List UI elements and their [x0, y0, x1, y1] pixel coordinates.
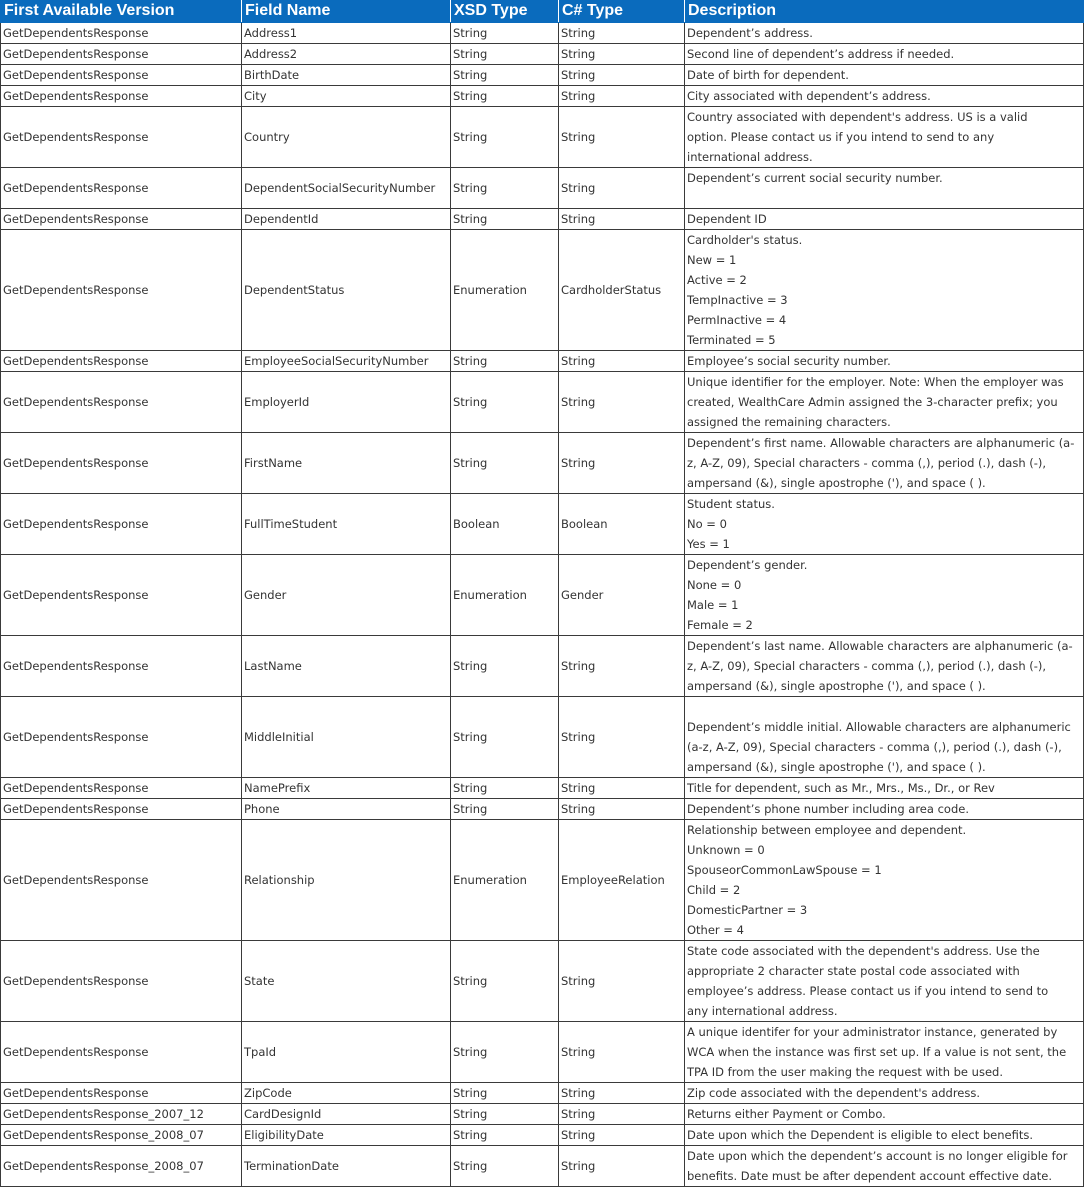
table-row	[1, 494, 1084, 555]
cell-field-name: CardDesignId	[242, 1104, 451, 1125]
cell-csharp-type: String	[559, 23, 685, 44]
description-line: Second line of dependent’s address if needed.	[687, 47, 955, 61]
table-row	[1, 1146, 1084, 1187]
cell-description	[685, 778, 1084, 799]
table-row	[1, 1083, 1084, 1104]
description-line: Active = 2	[687, 273, 747, 287]
description-line: appropriate 2 character state postal code associated with	[687, 964, 1020, 978]
cell-first-available-version: GetDependentsResponse	[1, 941, 242, 1022]
cell-field-name: Phone	[242, 799, 451, 820]
column-header-csharp-type: C# Type	[559, 0, 685, 23]
cell-csharp-type: String	[559, 1104, 685, 1125]
description-line: WCA when the instance was first set up. If a value is not sent, the	[687, 1045, 1067, 1059]
cell-description	[685, 86, 1084, 107]
cell-description	[685, 1125, 1084, 1146]
cell-field-name: Address2	[242, 44, 451, 65]
description-spacer	[687, 697, 1081, 717]
table-row	[1, 351, 1084, 372]
table-row	[1, 433, 1084, 494]
cell-csharp-type: String	[559, 351, 685, 372]
table-row	[1, 697, 1084, 778]
table-header	[1, 0, 1084, 23]
table-row	[1, 941, 1084, 1022]
cell-csharp-type: String	[559, 941, 685, 1022]
description-line: option. Please contact us if you intend to send to any	[687, 130, 995, 144]
cell-xsd-type: String	[451, 636, 559, 697]
cell-description	[685, 1104, 1084, 1125]
cell-first-available-version: GetDependentsResponse	[1, 351, 242, 372]
description-line: (a-z, A-Z, 09), Special characters - comma (,), period (.), dash (-),	[687, 740, 1062, 754]
cell-description	[685, 44, 1084, 65]
description-line: Date of birth for dependent.	[687, 68, 849, 82]
description-line: City associated with dependent’s address.	[687, 89, 931, 103]
cell-field-name: Country	[242, 107, 451, 168]
description-line: Child = 2	[687, 883, 741, 897]
cell-field-name: DependentStatus	[242, 230, 451, 351]
cell-first-available-version: GetDependentsResponse	[1, 636, 242, 697]
cell-field-name: ZipCode	[242, 1083, 451, 1104]
cell-xsd-type: String	[451, 1083, 559, 1104]
description-line: Date upon which the Dependent is eligible to elect benefits.	[687, 1128, 1034, 1142]
description-line: Dependent’s current social security number.	[687, 171, 943, 185]
cell-description	[685, 636, 1084, 697]
cell-first-available-version: GetDependentsResponse	[1, 799, 242, 820]
description-line: ampersand (&), single apostrophe ('), and space ( ).	[687, 760, 986, 774]
table-row	[1, 636, 1084, 697]
description-line: Terminated = 5	[687, 333, 776, 347]
cell-first-available-version: GetDependentsResponse	[1, 44, 242, 65]
cell-description	[685, 230, 1084, 351]
cell-field-name: EmployerId	[242, 372, 451, 433]
cell-xsd-type: String	[451, 1146, 559, 1187]
table-body	[1, 23, 1084, 1187]
cell-field-name: FullTimeStudent	[242, 494, 451, 555]
cell-description	[685, 555, 1084, 636]
cell-csharp-type: String	[559, 44, 685, 65]
description-line: Yes = 1	[687, 537, 730, 551]
cell-first-available-version: GetDependentsResponse	[1, 23, 242, 44]
cell-xsd-type: String	[451, 778, 559, 799]
cell-xsd-type: String	[451, 44, 559, 65]
cell-first-available-version: GetDependentsResponse	[1, 494, 242, 555]
cell-first-available-version: GetDependentsResponse	[1, 1022, 242, 1083]
column-header-description: Description	[685, 0, 1084, 23]
cell-csharp-type: EmployeeRelation	[559, 820, 685, 941]
cell-xsd-type: String	[451, 209, 559, 230]
column-header-xsd-type: XSD Type	[451, 0, 559, 23]
table-row	[1, 799, 1084, 820]
description-line: SpouseorCommonLawSpouse = 1	[687, 863, 882, 877]
table-row	[1, 820, 1084, 941]
description-line: Dependent’s last name. Allowable characters are alphanumeric (a-	[687, 639, 1073, 653]
description-line: Unique identifier for the employer. Note: When the employer was	[687, 375, 1064, 389]
description-line: Dependent’s gender.	[687, 558, 808, 572]
description-line: Dependent’s phone number including area code.	[687, 802, 969, 816]
cell-csharp-type: String	[559, 1083, 685, 1104]
description-line: Returns either Payment or Combo.	[687, 1107, 886, 1121]
cell-field-name: State	[242, 941, 451, 1022]
cell-first-available-version: GetDependentsResponse	[1, 107, 242, 168]
cell-xsd-type: String	[451, 86, 559, 107]
cell-xsd-type: String	[451, 941, 559, 1022]
cell-csharp-type: String	[559, 799, 685, 820]
cell-xsd-type: String	[451, 433, 559, 494]
description-line: Unknown = 0	[687, 843, 765, 857]
cell-xsd-type: String	[451, 351, 559, 372]
description-line: z, A-Z, 09), Special characters - comma (,), period (.), dash (-),	[687, 659, 1047, 673]
cell-xsd-type: String	[451, 168, 559, 209]
description-line: Date upon which the dependent’s account is no longer eligible for	[687, 1149, 1068, 1163]
cell-csharp-type: String	[559, 697, 685, 778]
cell-first-available-version: GetDependentsResponse	[1, 820, 242, 941]
cell-xsd-type: String	[451, 1125, 559, 1146]
description-line: No = 0	[687, 517, 727, 531]
table-row	[1, 555, 1084, 636]
column-header-field-name: Field Name	[242, 0, 451, 23]
description-line: created, WealthCare Admin assigned the 3-character prefix; you	[687, 395, 1058, 409]
cell-xsd-type: String	[451, 1104, 559, 1125]
cell-first-available-version: GetDependentsResponse	[1, 372, 242, 433]
table-row	[1, 209, 1084, 230]
description-line: DomesticPartner = 3	[687, 903, 808, 917]
cell-field-name: Relationship	[242, 820, 451, 941]
cell-field-name: City	[242, 86, 451, 107]
description-line: State code associated with the dependent's address. Use the	[687, 944, 1040, 958]
cell-csharp-type: String	[559, 65, 685, 86]
cell-first-available-version: GetDependentsResponse_2008_07	[1, 1125, 242, 1146]
description-line: Relationship between employee and dependent.	[687, 823, 967, 837]
description-line: Zip code associated with the dependent's address.	[687, 1086, 981, 1100]
cell-field-name: LastName	[242, 636, 451, 697]
cell-description	[685, 1083, 1084, 1104]
cell-first-available-version: GetDependentsResponse	[1, 433, 242, 494]
cell-xsd-type: String	[451, 697, 559, 778]
cell-xsd-type: String	[451, 372, 559, 433]
cell-first-available-version: GetDependentsResponse_2008_07	[1, 1146, 242, 1187]
column-header-version: First Available Version	[1, 0, 242, 23]
description-line: Employee’s social security number.	[687, 354, 891, 368]
description-line: any international address.	[687, 1004, 838, 1018]
description-line: Cardholder's status.	[687, 233, 803, 247]
cell-first-available-version: GetDependentsResponse	[1, 555, 242, 636]
cell-first-available-version: GetDependentsResponse	[1, 697, 242, 778]
cell-field-name: BirthDate	[242, 65, 451, 86]
description-line: Dependent ID	[687, 212, 767, 226]
cell-description	[685, 65, 1084, 86]
description-line: TPA ID from the user making the request with be used.	[687, 1065, 1003, 1079]
cell-description	[685, 168, 1084, 209]
cell-field-name: TpaId	[242, 1022, 451, 1083]
cell-field-name: DependentId	[242, 209, 451, 230]
table-row	[1, 778, 1084, 799]
cell-xsd-type: String	[451, 1022, 559, 1083]
cell-description	[685, 697, 1084, 778]
description-line: Dependent’s first name. Allowable characters are alphanumeric (a-	[687, 436, 1075, 450]
cell-csharp-type: String	[559, 636, 685, 697]
cell-description	[685, 799, 1084, 820]
description-line: Title for dependent, such as Mr., Mrs., Ms., Dr., or Rev	[687, 781, 995, 795]
cell-description	[685, 107, 1084, 168]
cell-first-available-version: GetDependentsResponse	[1, 1083, 242, 1104]
cell-csharp-type: String	[559, 209, 685, 230]
description-line: z, A-Z, 09), Special characters - comma (,), period (.), dash (-),	[687, 456, 1047, 470]
cell-csharp-type: String	[559, 778, 685, 799]
cell-first-available-version: GetDependentsResponse	[1, 168, 242, 209]
description-line: benefits. Date must be after dependent account effective date.	[687, 1169, 1053, 1183]
cell-xsd-type: String	[451, 23, 559, 44]
table-row	[1, 168, 1084, 209]
cell-csharp-type: CardholderStatus	[559, 230, 685, 351]
table-row	[1, 44, 1084, 65]
cell-first-available-version: GetDependentsResponse	[1, 209, 242, 230]
cell-description	[685, 494, 1084, 555]
cell-csharp-type: String	[559, 433, 685, 494]
cell-description	[685, 433, 1084, 494]
description-line: Dependent’s middle initial. Allowable characters are alphanumeric	[687, 720, 1071, 734]
description-line: TempInactive = 3	[687, 293, 788, 307]
cell-field-name: Gender	[242, 555, 451, 636]
description-line: Student status.	[687, 497, 775, 511]
table-row	[1, 1022, 1084, 1083]
description-line: international address.	[687, 150, 813, 164]
description-line: Country associated with dependent's address. US is a valid	[687, 110, 1028, 124]
table-row	[1, 65, 1084, 86]
description-line: employee’s address. Please contact us if you intend to send to	[687, 984, 1049, 998]
table-row	[1, 1104, 1084, 1125]
cell-csharp-type: String	[559, 1125, 685, 1146]
cell-description	[685, 351, 1084, 372]
description-spacer	[687, 188, 1081, 208]
description-line: A unique identifer for your administrator instance, generated by	[687, 1025, 1058, 1039]
cell-field-name: Address1	[242, 23, 451, 44]
cell-xsd-type: Boolean	[451, 494, 559, 555]
cell-xsd-type: Enumeration	[451, 820, 559, 941]
cell-description	[685, 941, 1084, 1022]
cell-xsd-type: String	[451, 107, 559, 168]
table-row	[1, 23, 1084, 44]
cell-first-available-version: GetDependentsResponse_2007_12	[1, 1104, 242, 1125]
cell-description	[685, 209, 1084, 230]
cell-field-name: FirstName	[242, 433, 451, 494]
cell-field-name: MiddleInitial	[242, 697, 451, 778]
cell-first-available-version: GetDependentsResponse	[1, 778, 242, 799]
cell-csharp-type: String	[559, 1146, 685, 1187]
description-line: None = 0	[687, 578, 742, 592]
table-row	[1, 372, 1084, 433]
cell-csharp-type: String	[559, 1022, 685, 1083]
cell-csharp-type: Gender	[559, 555, 685, 636]
cell-first-available-version: GetDependentsResponse	[1, 65, 242, 86]
cell-csharp-type: String	[559, 86, 685, 107]
cell-csharp-type: String	[559, 372, 685, 433]
table-row	[1, 1125, 1084, 1146]
table-row	[1, 107, 1084, 168]
cell-description	[685, 1022, 1084, 1083]
cell-description	[685, 1146, 1084, 1187]
cell-xsd-type: String	[451, 799, 559, 820]
table-row	[1, 230, 1084, 351]
cell-csharp-type: String	[559, 168, 685, 209]
cell-description	[685, 820, 1084, 941]
description-line: Female = 2	[687, 618, 753, 632]
cell-first-available-version: GetDependentsResponse	[1, 86, 242, 107]
description-line: assigned the remaining characters.	[687, 415, 891, 429]
description-line: Dependent’s address.	[687, 26, 813, 40]
cell-xsd-type: String	[451, 65, 559, 86]
description-line: ampersand (&), single apostrophe ('), and space ( ).	[687, 679, 986, 693]
description-line: Other = 4	[687, 923, 744, 937]
cell-description	[685, 372, 1084, 433]
cell-csharp-type: String	[559, 107, 685, 168]
cell-description	[685, 23, 1084, 44]
cell-field-name: EmployeeSocialSecurityNumber	[242, 351, 451, 372]
description-line: Male = 1	[687, 598, 739, 612]
description-line: ampersand (&), single apostrophe ('), and space ( ).	[687, 476, 986, 490]
cell-xsd-type: Enumeration	[451, 555, 559, 636]
table-row	[1, 86, 1084, 107]
cell-xsd-type: Enumeration	[451, 230, 559, 351]
cell-field-name: DependentSocialSecurityNumber	[242, 168, 451, 209]
cell-field-name: EligibilityDate	[242, 1125, 451, 1146]
header-row	[1, 0, 1084, 23]
cell-field-name: NamePrefix	[242, 778, 451, 799]
description-line: New = 1	[687, 253, 737, 267]
cell-field-name: TerminationDate	[242, 1146, 451, 1187]
cell-csharp-type: Boolean	[559, 494, 685, 555]
cell-first-available-version: GetDependentsResponse	[1, 230, 242, 351]
description-line: PermInactive = 4	[687, 313, 787, 327]
